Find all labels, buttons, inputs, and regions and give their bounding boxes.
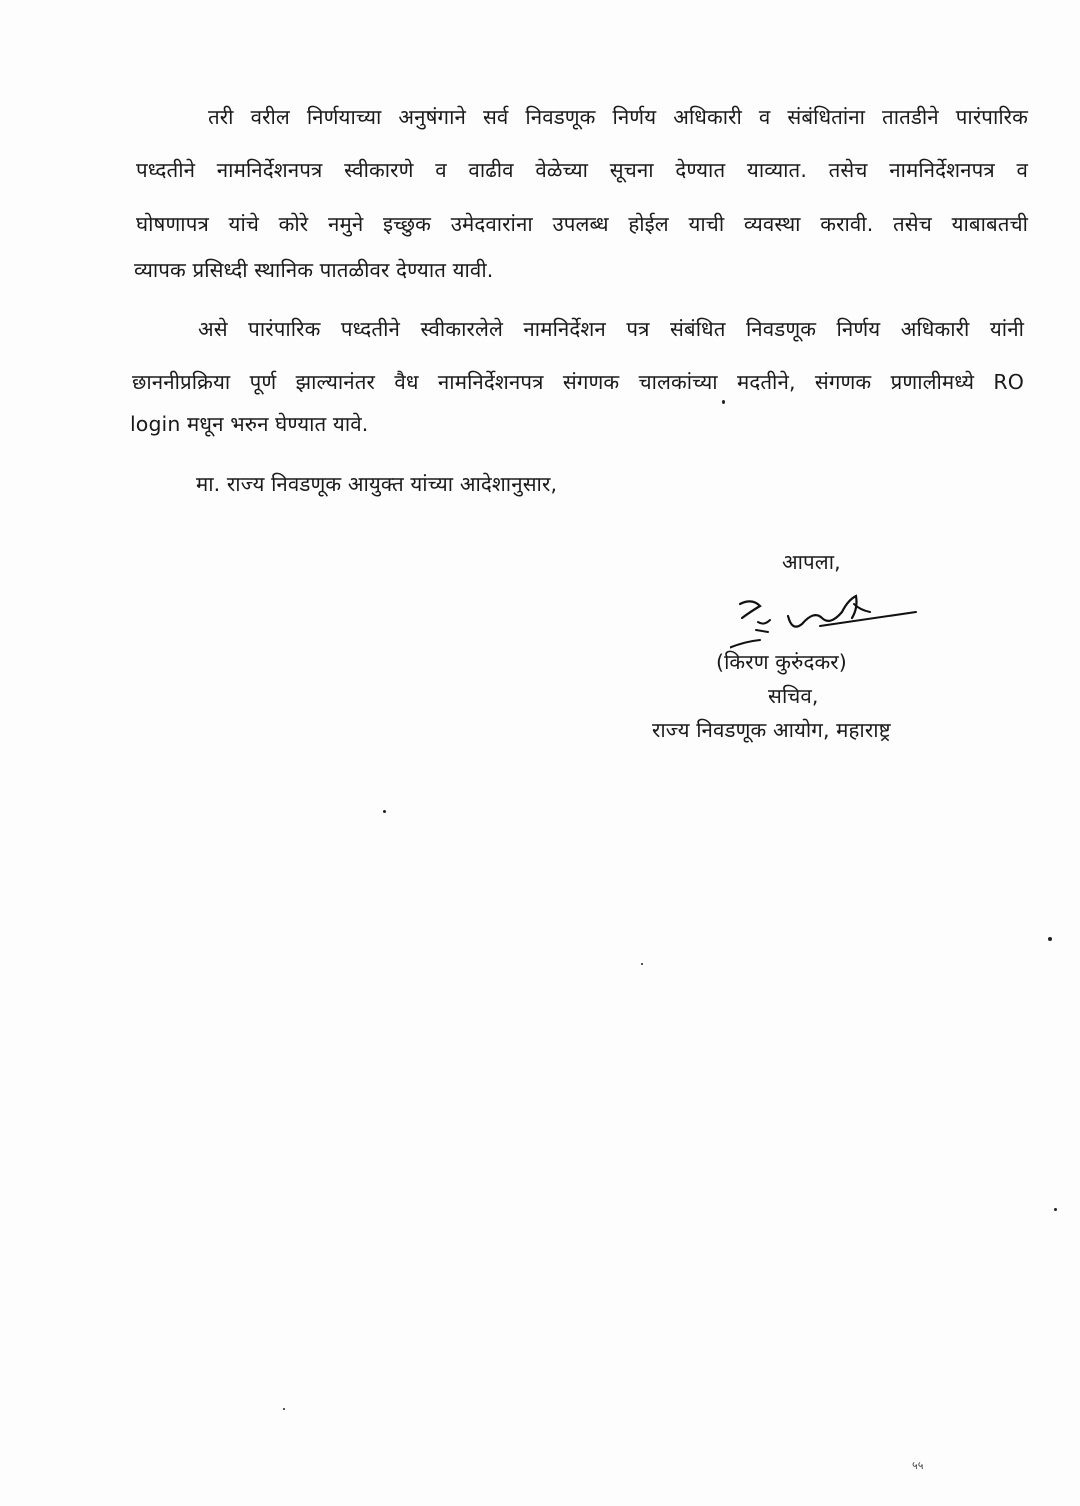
page-number: ५५ <box>912 1459 924 1472</box>
order-reference: मा. राज्य निवडणूक आयुक्त यांच्या आदेशानुसार, <box>196 472 558 496</box>
para1-line1: तरी वरील निर्णयाच्या अनुषंगाने सर्व निवडणूक निर्णय अधिकारी व संबंधितांना तातडीने पारंपारिक <box>208 105 1028 129</box>
scan-speck <box>1054 1208 1057 1211</box>
para1-line4: व्यापक प्रसिध्दी स्थानिक पातळीवर देण्यात यावी. <box>134 258 494 282</box>
para2-line3: login मधून भरुन घेण्यात यावे. <box>130 412 369 436</box>
para2-line1: असे पारंपारिक पध्दतीने स्वीकारलेले नामनिर्देशन पत्र संबंधित निवडणूक निर्णय अधिकारी यांनी <box>198 317 1024 341</box>
signatory-office: राज्य निवडणूक आयोग, महाराष्ट्र <box>652 718 891 742</box>
signatory-designation: सचिव, <box>768 684 819 708</box>
signatory-name: (किरण कुरुंदकर) <box>716 650 847 674</box>
handwritten-signature <box>730 582 930 652</box>
closing-salutation: आपला, <box>782 550 841 574</box>
scan-speck <box>283 1408 285 1410</box>
scan-speck <box>722 400 725 404</box>
para1-line3: घोषणापत्र यांचे कोरे नमुने इच्छुक उमेदवारांना उपलब्ध होईल याची व्यवस्था करावी. तसेच याबाबतची <box>136 212 1028 236</box>
para1-line2: पध्दतीने नामनिर्देशनपत्र स्वीकारणे व वाढीव वेळेच्या सूचना देण्यात याव्यात. तसेच नामनिर्देशनपत्र व <box>136 158 1028 182</box>
scan-speck <box>1048 937 1052 941</box>
scan-speck <box>641 963 643 965</box>
para2-line2: छाननीप्रक्रिया पूर्ण झाल्यानंतर वैध नामनिर्देशनपत्र संगणक चालकांच्या मदतीने, संगणक प्रणालीमध्ये RO <box>132 370 1024 394</box>
scan-speck <box>383 810 386 813</box>
